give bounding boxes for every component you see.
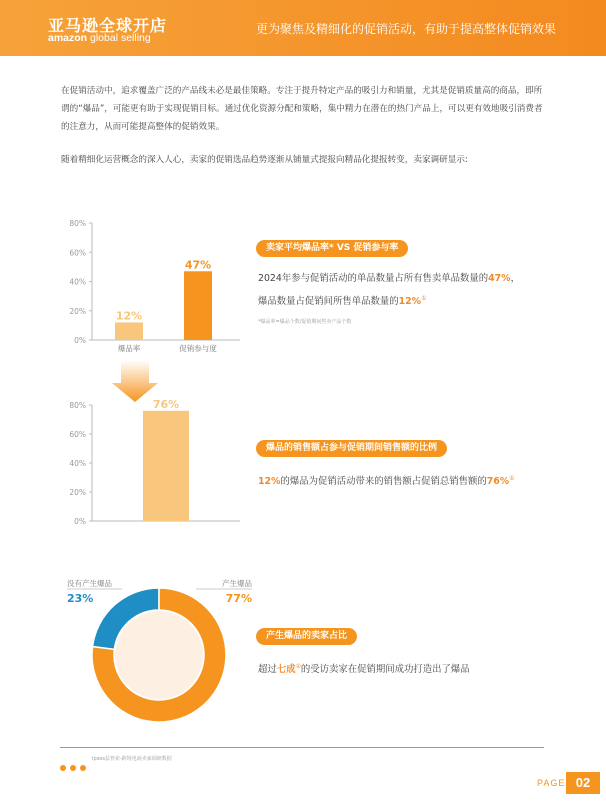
y-tick-label: 20%	[69, 488, 86, 497]
chart-bar-rate-vs-participation	[69, 219, 240, 353]
y-tick-label: 0%	[74, 517, 86, 526]
donut-category-label: 产生爆品	[222, 579, 252, 588]
logo-en-sub: global selling	[87, 32, 151, 44]
section3-highlight: 七成	[276, 664, 296, 676]
donut-category-label: 没有产生爆品	[67, 579, 112, 588]
footer-dots	[60, 756, 90, 775]
intro-paragraph-1: 在促销活动中，追求覆盖广泛的产品线未必是最佳策略。专注于提升特定产品的吸引力和销量，尤其是促销质量高的商品，即所谓的“爆品”，可能更有助于实现促销目标。通过优化资源分配和策略，集中精力在潜在的热门产品上，可以更有效地吸引消费者的注意力，从而可能提高整体的促销效果。	[61, 86, 543, 132]
section1-line1-end: ，	[510, 273, 520, 284]
section2-line-text: 的爆品为促销活动带来的销售额占促销总销售额的	[280, 476, 487, 488]
section3-pill: 产生爆品的卖家占比	[256, 628, 357, 645]
section1-pill: 卖家平均爆品率* VS 促销参与率	[256, 240, 408, 257]
section2-pill: 爆品的销售额占参与促销期间销售额的比例	[256, 440, 447, 457]
section1-note: *爆品率=爆品个数/促销期间售卖产品个数	[258, 319, 352, 325]
y-tick-label: 20%	[69, 306, 86, 316]
bar-value-label: 12%	[115, 309, 143, 323]
section1-line2-text: 爆品数量占促销间所售单品数量的	[258, 296, 399, 308]
section2-footnote-mark: ①	[509, 475, 515, 482]
section1-line1	[258, 270, 520, 288]
section1-line1-highlight: 47%	[488, 273, 511, 284]
logo-en-main: amazon	[48, 32, 88, 44]
x-tick-label: 促销参与度	[179, 344, 217, 353]
down-arrow-icon	[112, 360, 158, 402]
section2-highlight-1: 12%	[258, 476, 281, 488]
donut-center	[115, 611, 203, 699]
donut-value-label: 77%	[225, 592, 252, 605]
bar-2	[184, 271, 212, 340]
section3-footnote-mark: ①	[295, 663, 301, 670]
x-tick-label: 爆品率	[117, 344, 141, 353]
y-tick-label: 40%	[69, 459, 86, 468]
section3-line-text-b: 的受访卖家在促销期间成功打造出了爆品	[300, 664, 470, 676]
footer-dot-icon	[80, 765, 86, 771]
footer-source: Ipsos益普索-跨境电商卖家调研数据	[92, 756, 172, 762]
footer-dot-icon	[60, 765, 66, 771]
y-tick-label: 60%	[69, 248, 86, 258]
section2-highlight-2: 76%	[486, 476, 510, 488]
logo-cn: 亚马逊全球开店	[48, 16, 168, 35]
page-label: PAGE	[537, 778, 566, 788]
donut-value-label: 23%	[67, 592, 94, 605]
bar-1	[115, 322, 143, 340]
y-tick-label: 0%	[74, 336, 86, 345]
section1-line2-highlight: 12%	[398, 296, 422, 308]
bar-value-label: 47%	[184, 258, 212, 272]
intro-paragraph-2: 随着精细化运营概念的深入人心，卖家的促销选品趋势逐渐从铺量式提报向精品化提报转变，卖家调研显示:	[61, 155, 468, 165]
section1-line2	[258, 290, 426, 311]
page-number: 02	[566, 772, 600, 794]
chart-bar-sales-share	[69, 398, 240, 526]
section2-line	[258, 470, 515, 491]
y-tick-label: 80%	[69, 219, 86, 228]
section1-line1-text: 2024年参与促销活动的单品数量占所有售卖单品数量的	[258, 273, 489, 284]
section3-line	[258, 658, 470, 679]
section3-line-text-a: 超过	[258, 664, 277, 676]
bar-1	[143, 411, 189, 521]
header-slogan: 更为聚焦及精细化的促销活动，有助于提高整体促销效果	[255, 22, 556, 36]
y-tick-label: 40%	[69, 277, 86, 287]
footer-divider	[60, 747, 544, 748]
footer-dot-icon	[70, 765, 76, 771]
y-tick-label: 80%	[69, 401, 86, 410]
section1-footnote-mark: ①	[421, 295, 427, 302]
y-tick-label: 60%	[69, 430, 86, 439]
chart-donut-sellers	[67, 578, 252, 722]
bar-value-label: 76%	[152, 397, 180, 411]
